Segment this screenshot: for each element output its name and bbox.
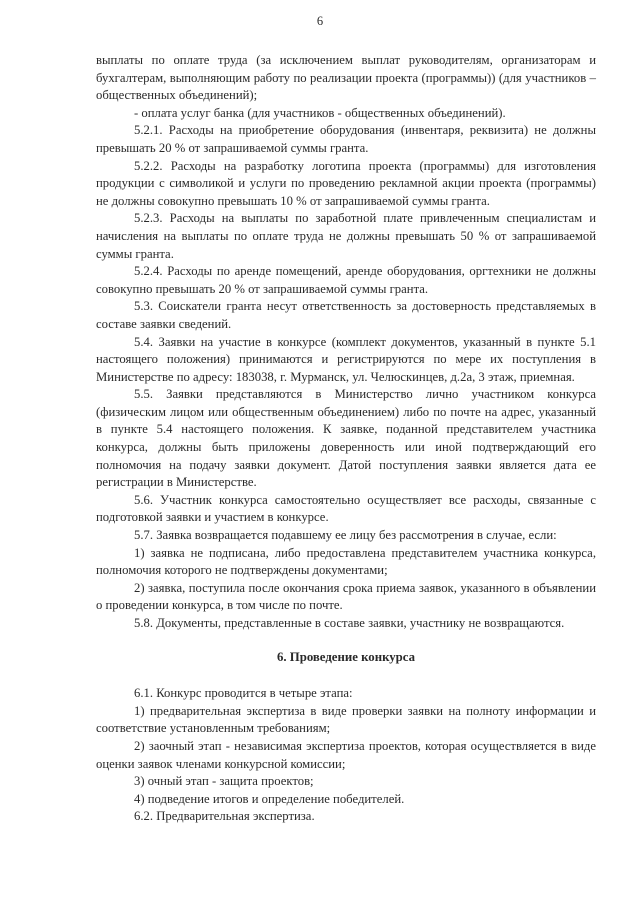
paragraph: 4) подведение итогов и определение победителей. — [134, 791, 405, 806]
paragraph: 2) заявка, поступила после окончания срока приема заявок, указанного в объявлении о проведении конкурса, в том числе по почте. — [96, 580, 596, 613]
paragraph: 5.7. Заявка возвращается подавшему ее лицу без рассмотрения в случае, если: — [134, 528, 557, 543]
paragraph: 6.2. Предварительная экспертиза. — [134, 809, 315, 824]
paragraph: 6.1. Конкурс проводится в четыре этапа: — [134, 686, 353, 701]
section-heading: 6. Проведение конкурса — [276, 649, 416, 664]
section-5-text — [96, 52, 596, 633]
paragraph: 3) очный этап - защита проектов; — [134, 774, 314, 789]
paragraph: 1) заявка не подписана, либо предоставлена представителем участника конкурса, полномочия которого не подтверждены документами; — [96, 545, 596, 578]
paragraph: 5.4. Заявки на участие в конкурсе (комплект документов, указанный в пункте 5.1 настоящего положения) принимаются и регистрируются по мере их поступления в Министерстве по адресу: 183038, г. Мурманск, ул. Челюскинцев, д.2а, 3 этаж, приемная. — [96, 334, 596, 384]
paragraph: выплаты по оплате труда (за исключением выплат руководителям, организаторам и бухгалтерам, выполняющим работу по реализации проекта (программы)) (для участников – общественных объединений); — [96, 53, 596, 103]
paragraph: 5.2.3. Расходы на выплаты по заработной плате привлеченным специалистам и начисления на выплаты по оплате труда не должны превышать 50 % от запрашиваемой суммы гранта. — [96, 211, 596, 261]
paragraph: 1) предварительная экспертиза в виде проверки заявки на полноту информации и соответствие установленным требованиям; — [96, 703, 596, 736]
document-body — [96, 52, 596, 826]
paragraph: 5.3. Соискатели гранта несут ответственность за достоверность представляемых в составе заявки сведений. — [96, 299, 596, 331]
paragraph: - оплата услуг банка (для участников - общественных объединений). — [134, 105, 506, 120]
paragraph: 5.5. Заявки представляются в Министерство лично участником конкурса (физическим лицом или общественным объединением) либо по почте на адрес, указанный в пункте 5.4 настоящего положения. К заявке, поданной представителем участника конкурса, должны быть приложены доверенность или иной подтверждающий его полномочия на подачу заявки документ. Датой поступления заявки является дата ее регистрации в Министерстве. — [96, 387, 596, 490]
paragraph: 5.2.2. Расходы на разработку логотипа проекта (программы) для изготовления продукции с символикой и услуги по проведению рекламной акции проекта (программы) не должны совокупно превышать 10 % от запрашиваемой суммы гранта. — [96, 158, 596, 208]
paragraph: 5.2.1. Расходы на приобретение оборудования (инвентаря, реквизита) не должны превышать 20 % от запрашиваемой суммы гранта. — [96, 123, 596, 155]
page-number: 6 — [316, 14, 324, 28]
paragraph: 5.6. Участник конкурса самостоятельно осуществляет все расходы, связанные с подготовкой заявки и участием в конкурсе. — [96, 492, 596, 525]
section-6-text — [96, 685, 596, 826]
paragraph: 2) заочный этап - независимая экспертиза проектов, которая осуществляется в виде оценки заявок членами конкурсной комиссии; — [96, 738, 596, 771]
paragraph: 5.2.4. Расходы по аренде помещений, аренде оборудования, оргтехники не должны совокупно превышать 20 % от запрашиваемой суммы гранта. — [96, 264, 596, 296]
paragraph: 5.8. Документы, представленные в составе заявки, участнику не возвращаются. — [134, 616, 565, 630]
